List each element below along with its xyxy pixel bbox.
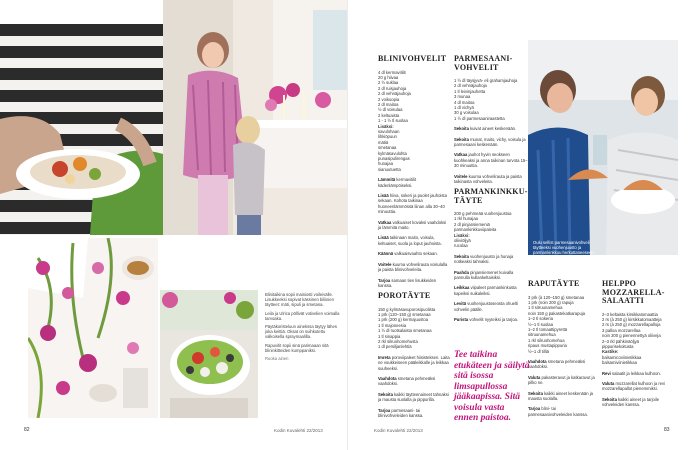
ingredient-item: 1 tl majoneesia — [378, 322, 407, 328]
method-step — [454, 174, 528, 185]
ingredient-item: 1 prk (120–150 g) smetanaa — [378, 311, 431, 317]
left-page-number: 82 — [24, 427, 30, 433]
step-verb: Sekoita — [454, 253, 469, 259]
caption-blini: Blinitaikina sopii mainiosti voileivälle. Lisukkeeksi sopivat kässinen biliinien täytteet: mäti, sipuli ja smetana. — [265, 292, 334, 308]
ingredient-item: 2 rs (à 250 g) kirsikkatomaatteja — [602, 316, 662, 322]
step-verb: Valuta — [602, 380, 615, 386]
step-verb: Valuta — [528, 374, 541, 380]
step-verb: Lisää — [378, 235, 389, 241]
ingredient-item: rucolaa — [454, 243, 468, 249]
method-step — [528, 375, 598, 386]
ingredient-list — [602, 312, 676, 366]
recipe-parmankinkkutayte — [454, 188, 528, 323]
ingredient-list — [454, 211, 528, 249]
recipe-title: POROTÄYTE — [378, 291, 431, 300]
ingredient-item: noin 150 g pakastekatkarapuja — [528, 310, 586, 316]
step-verb: Vaahdota — [528, 358, 547, 364]
step-verb: Imreta — [378, 354, 391, 360]
method-step — [378, 235, 450, 246]
ingredient-item: 1 tl sinappia — [378, 333, 401, 339]
ingredient-item: 150 g kylmäsavuporosipuolista — [378, 306, 436, 312]
pull-quote: Tee taikina etukäteen ja säilytä sitä isossa limsapullossa jääkaapissa. Sitä voisula vasta ennen paistoa. — [454, 350, 530, 423]
ingredient-item: 20 g hiivaa — [378, 74, 399, 80]
ingredient-item: ½ dl voisulaa — [378, 107, 403, 113]
ingredient-item: punasipulirengas — [378, 156, 410, 161]
ingredient-item: 1 rkl silruohomehua — [528, 337, 565, 343]
left-folio: Kodin Kuvalehti 22/2013 — [274, 428, 323, 433]
step-text: kuuma vohvelirauta ja paista taikinasta vohveleita. — [454, 173, 522, 185]
method-steps — [378, 355, 450, 419]
step-text: mozzarellat kulhoon ja revi mozzarellapallot pienemmiksi. — [602, 380, 666, 392]
step-verb: Vatkaa — [378, 219, 392, 225]
step-text: kaikki aineet ja tarjoile vohveleiden kanssa. — [602, 396, 660, 408]
method-steps — [454, 254, 528, 323]
step-text: vuohenjuusto ja hunaja notkeaksi tahnaksi. — [454, 253, 514, 265]
method-step — [602, 397, 676, 408]
step-verb: Käännä — [378, 251, 394, 257]
ingredient-item: lihkiöpuun — [378, 134, 397, 140]
ingredient-item: 1 - 1 ½ tl suolaa — [378, 118, 408, 124]
ingredient-item: 1–2 tl sokeria — [528, 316, 553, 322]
ingredient-item: 4 dl maitoa — [454, 99, 475, 105]
step-verb: Tarjoa — [378, 277, 391, 283]
ingredient-item: 1 dl persiljanlehtiä — [378, 344, 412, 350]
ingredient-list — [378, 70, 450, 173]
ingredient-item: 3 palloa mozzarellaa — [602, 327, 641, 333]
ingredient-item: 2 voikuopia — [378, 96, 400, 102]
right-page — [348, 0, 696, 450]
left-page-caption — [265, 292, 343, 364]
step-text: jauhot hyvin seokseen kuohkeaksi ja anna taikinan turvota 15–30 minuuttia. — [454, 152, 528, 169]
method-steps — [602, 371, 676, 408]
step-text: vuohenjuustoseosta ohuelti vohvelin päälle. — [454, 301, 519, 312]
caption-girls: Leila ja Ulrica pöllivät votivelien voimalla tarvoaka. — [265, 310, 340, 321]
step-text: kaikki aineet keskenään ja mausta suolalla. — [528, 390, 593, 401]
step-verb: Revi — [602, 370, 611, 376]
method-step — [602, 371, 676, 376]
recipe-title: BLINIVOHVELIT — [378, 54, 447, 63]
method-step — [454, 152, 528, 168]
photo-girls-at-table — [163, 0, 348, 235]
ingredient-item: 200 g pehmeää vuohenjuustoa — [454, 211, 512, 216]
ingredient-item: smetanaa — [378, 145, 397, 151]
method-step — [454, 126, 528, 131]
recipe-title: PARMANKINKKU-TÄYTE — [454, 187, 528, 205]
ingredient-item: 2–3 rkl pähkinäöljyä — [602, 338, 640, 344]
ingredient-item: 2 keltuaista — [378, 112, 400, 118]
method-step — [528, 359, 598, 370]
ingredient-item: 4 dl kermavitilit — [378, 69, 406, 75]
ingredient-item: 2 dl vehnäjauhoja — [378, 91, 411, 97]
ingredient-item: ½–1 dl tilliä — [528, 348, 549, 354]
photo-caption-women: Oulu sellist parmesaanivohveli täytteeksi vuohenjuusto ja parmankinkkuu herkuttaneeseen. — [533, 240, 595, 256]
ingredient-item: kylmäsavulohta — [378, 150, 407, 156]
ingredient-item: Kastike: — [602, 349, 619, 355]
recipe-parmesaanivohvelit — [454, 55, 528, 185]
ingredient-item: 2 rs (à 250 g) mozzarellapalloja — [602, 322, 661, 328]
ingredient-item: 2 dl pinjansiemeniä — [454, 221, 490, 227]
ingredient-list — [454, 78, 528, 121]
step-verb: Vaahdota — [378, 375, 397, 381]
caption-credit: Ruoka ainen — [265, 356, 289, 362]
ingredient-item: 1 dl vichyä — [454, 105, 474, 111]
step-verb: Voitele — [454, 173, 468, 179]
caption-crab: Rapuvitit sopii sinä parimaaan sitä blininkitteiden kumppaniksi. — [265, 342, 329, 353]
photo-salad-bowl — [160, 290, 258, 418]
method-steps — [528, 359, 598, 417]
ingredient-item: 1 tl sitruunamehua — [528, 305, 563, 311]
step-text: kuivat aineet keskenään. — [468, 126, 517, 132]
step-text: munat, maito, vichy, voisula ja parmesaani keskenään. — [454, 136, 526, 148]
step-verb: Lisää — [378, 193, 389, 199]
step-verb: Sekoita — [602, 396, 617, 402]
ingredient-item: 2 dl ruisjauhoja — [378, 85, 407, 91]
method-step — [454, 285, 528, 296]
ingredient-item: 1–2 tl tomaattipyrettä — [528, 326, 568, 332]
method-step — [454, 317, 528, 322]
ingredient-item: 2 dl vehnäjauhoja — [454, 83, 487, 89]
method-step — [378, 392, 450, 403]
ingredient-item: sianuutuetta — [378, 166, 401, 172]
step-verb: Tarjoa — [378, 407, 391, 413]
method-step — [378, 193, 450, 215]
step-verb: Tarjoa — [528, 406, 541, 412]
method-step — [378, 408, 450, 419]
ingredient-item: 1 prk (noin 200 g) rapuja — [528, 299, 574, 305]
ingredient-item: savulohaan — [378, 128, 400, 134]
ingredient-item: mätiä — [378, 139, 389, 145]
step-text: smetana pehmeäksi vaahdoksi. — [528, 358, 586, 370]
method-step — [528, 391, 598, 402]
ingredient-item: 2 dl maitoa — [378, 101, 399, 107]
caption-decor: Päytäkoristeluun ainekssa täytyy lähes joka keittiä. Oksat on suihkutettu valkoisella spraymaalilla. — [265, 324, 337, 340]
step-text: valkuaisvaahto sekaan. — [393, 251, 438, 257]
ingredient-item: ½–1 tl suolaa — [528, 321, 553, 327]
step-text: kuuma vohvelirauta voisulalla ja paista blinivohveleita. — [378, 261, 448, 273]
method-step — [454, 301, 528, 312]
recipe-title: PARMESAANI-VOHVELIT — [454, 54, 513, 72]
step-text: pinjansiemenet kuivalla pannulla kullankeltaisiksi. — [454, 269, 514, 281]
step-text: parmesaani- tai blinivohveleiden kanssa. — [378, 407, 424, 418]
recipe-raputayte — [528, 280, 598, 417]
method-step — [378, 262, 450, 273]
ingredient-item: ripaus mustapippuria — [528, 343, 567, 349]
method-step — [378, 220, 450, 231]
ingredient-item: 1 rkl hunajaa — [454, 216, 478, 222]
photo-women-eating — [528, 40, 678, 255]
step-text: pakasteravut ja katkaravut ja pilko ne. — [528, 374, 595, 386]
recipe-blinivohvelit — [378, 55, 450, 288]
ingredient-item: noin 200 g pienennettyä oliiveja — [602, 333, 661, 339]
step-verb: Paahda — [454, 269, 469, 275]
step-text: kaikki täytteenaineet tahnaksi ja mausta suolalla ja pippurilla. — [378, 391, 449, 403]
step-text: smetana pehmeäksi vaahdoksi. — [378, 375, 436, 387]
ingredient-item: pippurisekoitusta — [602, 343, 634, 349]
method-step — [378, 376, 450, 387]
ingredient-item: 1 tl leivinjauhetta — [454, 88, 486, 94]
method-step — [378, 278, 450, 289]
step-verb: Lämmitä — [378, 177, 396, 183]
ingredient-item: Lisäksi: — [454, 232, 470, 238]
ingredient-item: hunajaa — [378, 161, 393, 167]
ingredient-item: balsamicoviinietikkaa — [602, 354, 642, 360]
ingredient-item: 1 ½ dl ruotsalaista smetanaa — [378, 328, 432, 334]
step-text: samaan tien lisukkeiden kanssa. — [378, 277, 437, 288]
step-verb: Vatkaa — [454, 152, 468, 158]
ingredient-item: oliiviöljyä — [454, 238, 471, 244]
recipe-porotayte — [378, 292, 450, 418]
method-step — [602, 381, 676, 392]
photo-flowers-table — [28, 238, 158, 418]
step-verb: Leikkaa — [454, 285, 470, 291]
ingredient-item: 1 ½ dl täysjyvä- eli grahamjauhoja — [454, 78, 518, 83]
method-step — [378, 177, 450, 188]
step-text: hiiva, sokeri ja puolet jauhoista sekaan. Kohota taikinaa huoneenlämmössä liinan alla 30–40 minuuttia. — [378, 193, 447, 215]
method-step — [378, 355, 450, 371]
step-text: poroviipaleet hiisisteksen. Laita ne voukkeiseen pääleikkalle ja leikkaa suuheeksi. — [378, 354, 450, 371]
ingredient-item: 2–3 keltaista kirsikkatomaattia — [602, 311, 658, 317]
recipe-mozzarella — [602, 280, 676, 408]
ingredient-item: 1 ½ dl parmesaaniraastetta — [454, 115, 505, 121]
step-text: salaatit ja leikkaa kulhoon. — [610, 370, 661, 376]
method-steps — [378, 177, 450, 288]
ingredient-item: 3 munaa — [454, 94, 471, 100]
right-folio: Kodin Kuvalehti 22/2013 — [374, 428, 423, 433]
method-step — [454, 270, 528, 281]
step-text: taikinaan maito, voisula, keltuaiset, suola ja loput jauhoista. — [378, 235, 442, 246]
ingredient-item: parmankinkkuviipaleita — [454, 227, 497, 233]
ingredient-item: balsamiviinietikkaa — [602, 360, 637, 366]
ingredient-item: 1 prk (200 g) kermajuustoa — [378, 317, 429, 323]
step-verb: Sekoita — [454, 136, 469, 142]
step-verb: Levitä — [454, 301, 467, 307]
method-steps — [454, 126, 528, 184]
step-verb: Voitele — [378, 261, 392, 267]
step-verb: Sekoita — [528, 390, 543, 396]
ingredient-item: sitruunamehua — [528, 332, 556, 338]
method-step — [528, 406, 598, 417]
ingredient-list — [378, 307, 450, 350]
step-text: valkuaiset kovaksi vaahdoksi ja lämmitä maito. — [378, 219, 447, 231]
step-verb: Sekoita — [378, 391, 393, 397]
method-step — [454, 254, 528, 265]
step-text: blini- tai parmesaanivohveleiden kanssa. — [528, 406, 588, 417]
step-verb: Sekoita — [454, 126, 469, 132]
ingredient-item: Lisäksi: — [378, 123, 394, 129]
ingredient-item: 3 prk (à 120–150 g) smetanaa — [528, 294, 585, 300]
ingredient-item: 30 g voisulaa — [454, 110, 479, 116]
step-verb: Purista — [454, 317, 469, 323]
ingredient-item: 2 ½ suklaa — [378, 80, 399, 86]
photo-striped-shirt-plate — [0, 24, 163, 235]
method-step — [454, 137, 528, 148]
recipe-title: RAPUTÄYTE — [528, 279, 580, 288]
step-text: vohvelit nyyteiksi ja tarjoa. — [468, 317, 519, 323]
method-step — [378, 251, 450, 256]
ingredient-list — [528, 295, 598, 354]
ingredient-item: 2 rkl silruohomehusta — [378, 338, 418, 344]
step-text: viipaleet parmankinkusta kapeiksi suikaleiksi. — [454, 285, 517, 296]
right-page-number: 83 — [664, 427, 670, 433]
recipe-title: HELPPO MOZZARELLA-SALAATTI — [602, 279, 665, 305]
step-text: kermavitilit kädenlämpöiseksi. — [378, 177, 417, 188]
